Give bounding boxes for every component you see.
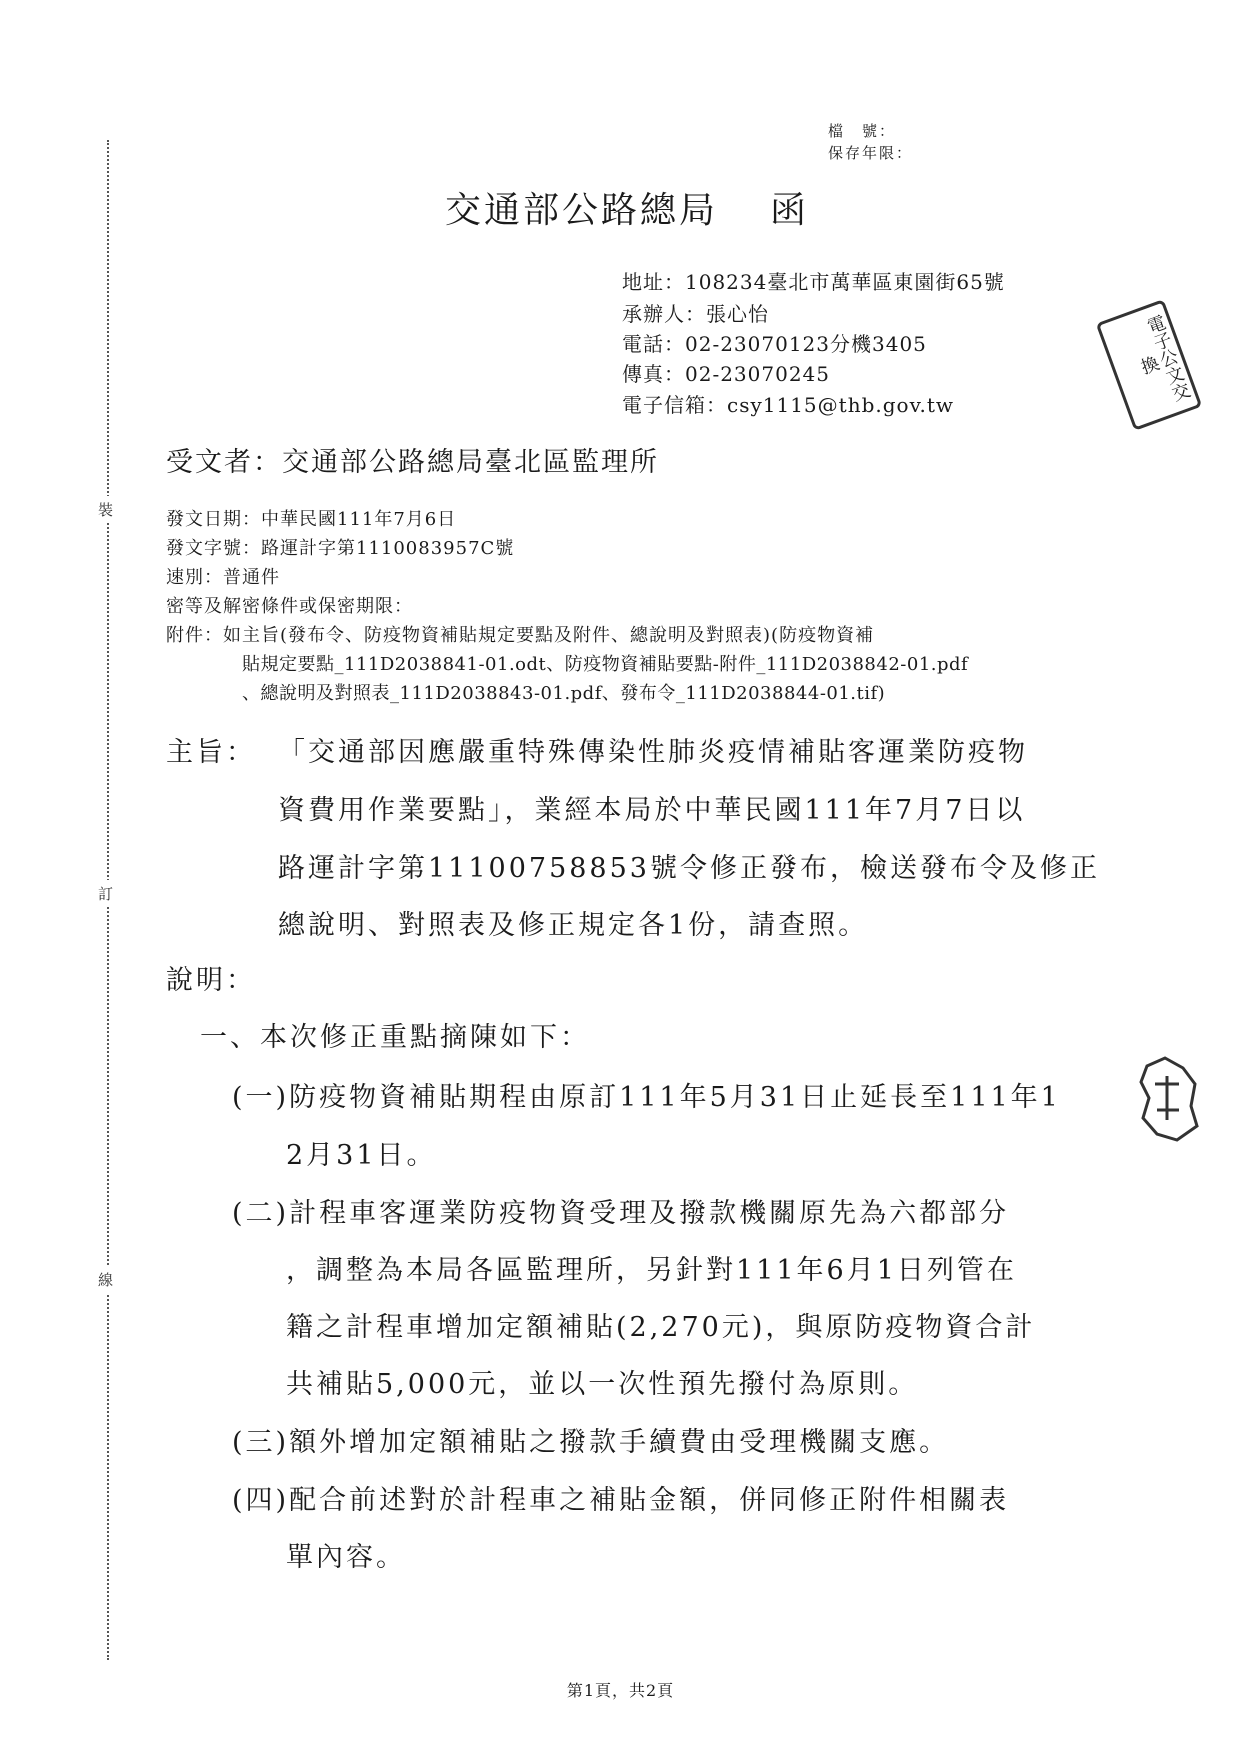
subject-label: 主旨： xyxy=(166,737,256,768)
sub-item-4: (四)配合前述對於計程車之補貼金額，併同修正附件相關表 xyxy=(232,1485,1010,1516)
agency-name: 交通部公路總局 xyxy=(445,190,719,231)
explanation-item-one: 一、本次修正重點摘陳如下： xyxy=(200,1022,590,1053)
contact-address: 地址：108234臺北市萬華區東園街65號 xyxy=(622,270,1005,294)
sub-item-4-cont: 單內容。 xyxy=(286,1542,406,1573)
attachments-line-1: 附件：如主旨(發布令、防疫物資補貼規定要點及附件、總說明及對照表)(防疫物資補 xyxy=(166,625,875,646)
binding-mark-ding: 訂 xyxy=(98,880,113,907)
contact-fax: 傳真：02-23070245 xyxy=(622,362,831,386)
binding-mark-xian: 線 xyxy=(98,1266,113,1293)
explanation-label: 說明： xyxy=(166,965,256,996)
document-title xyxy=(445,182,809,233)
doc-type: 函 xyxy=(770,190,810,231)
sub-item-3: (三)額外增加定額補貼之撥款手續費由受理機關支應。 xyxy=(232,1427,950,1458)
recipient: 受文者：交通部公路總局臺北區監理所 xyxy=(166,447,659,478)
subject-line: 路運計字第11100758853號令修正發布，檢送發布令及修正 xyxy=(278,853,1100,884)
e-document-stamp-text: 電子公文交換 xyxy=(1135,312,1193,405)
sub-item-2-cont: 籍之計程車增加定額補貼(2,270元)，與原防疫物資合計 xyxy=(286,1312,1036,1343)
attachments-line-2: 貼規定要點_111D2038841-01.odt、防疫物資補貼要點-附件_111D2038842-01.pdf xyxy=(242,654,969,675)
page-footer: 第1頁，共2頁 xyxy=(566,1681,675,1700)
contact-handler: 承辦人：張心怡 xyxy=(622,302,769,326)
sub-item-1: (一)防疫物資補貼期程由原訂111年5月31日止延長至111年1 xyxy=(232,1082,1061,1113)
retention-label: 保存年限： xyxy=(828,144,914,162)
contact-email: 電子信箱：csy1115@thb.gov.tw xyxy=(622,393,955,417)
issue-number: 發文字號：路運計字第1110083957C號 xyxy=(166,538,515,559)
subject-line: 資費用作業要點」，業經本局於中華民國111年7月7日以 xyxy=(278,795,1026,826)
binding-mark-zhuang: 裝 xyxy=(98,496,113,523)
file-number-label: 檔 號： xyxy=(828,122,897,140)
e-document-stamp xyxy=(1096,299,1203,431)
sub-item-2-cont: 共補貼5,000元，並以一次性預先撥付為原則。 xyxy=(286,1369,919,1400)
seal-mark xyxy=(1133,1050,1203,1148)
speed: 速別：普通件 xyxy=(166,567,280,588)
subject-line: 總說明、對照表及修正規定各1份，請查照。 xyxy=(278,910,869,941)
seal-mark-icon xyxy=(1137,1054,1199,1144)
sub-item-2-cont: ，調整為本局各區監理所，另針對111年6月1日列管在 xyxy=(286,1255,1017,1286)
sub-item-1-cont: 2月31日。 xyxy=(286,1140,437,1171)
attachments-line-3: 、總說明及對照表_111D2038843-01.pdf、發布令_111D2038844-01.tif) xyxy=(242,683,886,704)
issue-date: 發文日期：中華民國111年7月6日 xyxy=(166,509,457,530)
sub-item-2: (二)計程車客運業防疫物資受理及撥款機關原先為六都部分 xyxy=(232,1198,1010,1229)
subject-line: 「交通部因應嚴重特殊傳染性肺炎疫情補貼客運業防疫物 xyxy=(278,737,1028,768)
classification: 密等及解密條件或保密期限： xyxy=(166,596,413,617)
contact-phone: 電話：02-23070123分機3405 xyxy=(622,332,927,356)
